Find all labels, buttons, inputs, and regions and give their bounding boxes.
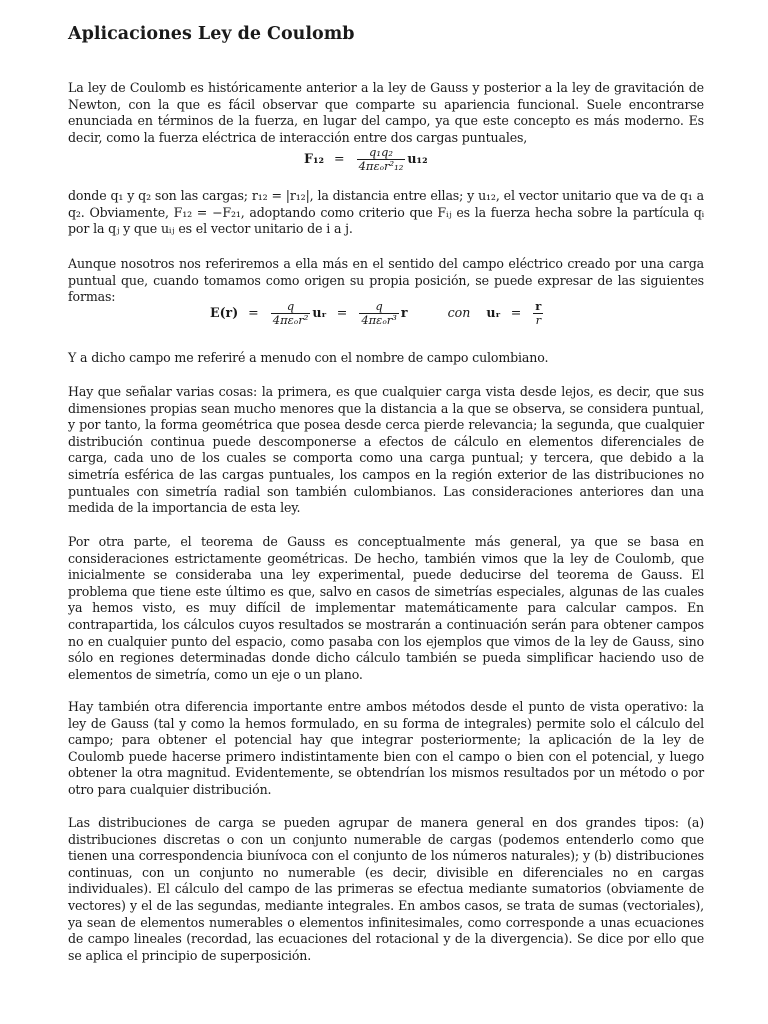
eq2-rhs: r <box>400 305 408 320</box>
eq1-denominator: 4πεₒr²₁₂ <box>358 159 404 173</box>
eq1-lhs: F₁₂ <box>304 151 324 166</box>
eq2-fraction-2 <box>359 300 399 327</box>
eq2-numerator-2: q <box>375 299 383 313</box>
eq2-equals-2: = <box>336 305 348 320</box>
eq1-rhs: u₁₂ <box>407 151 428 166</box>
eq2-lhs: E(r) <box>210 305 239 320</box>
paragraph-1: La ley de Coulomb es históricamente anterior a la ley de Gauss y posterior a la ley de gravitación de Newton, con la que es fácil observar que comparte su apariencia funcional. Suele encontrarse enunciada en términos de la fuerza, en lugar del campo, ya que este concepto es más moderno. Es decir, como la fuerza eléctrica de interacción entre dos cargas puntuales, <box>68 80 704 145</box>
eq2-con: con <box>447 305 471 320</box>
equation-force <box>304 146 428 173</box>
eq2-equals-1: = <box>248 305 259 320</box>
eq2-denominator-2: 4πεₒr³ <box>361 313 397 327</box>
eq1-numerator: q₁q₂ <box>369 145 393 159</box>
page-title: Aplicaciones Ley de Coulomb <box>68 24 355 44</box>
eq2-numerator-3: r <box>535 299 542 313</box>
eq2-denominator-3: r <box>533 313 543 327</box>
eq2-denominator-1: 4πεₒr² <box>272 313 309 327</box>
paragraph-5: Hay que señalar varias cosas: la primera, es que cualquier carga vista desde lejos, es decir, que sus dimensiones propias sean mucho menores que la distancia a la que se observa, se considera puntual, y por tanto, la forma geométrica que posea desde cerca pierde relevancia; la segunda, que cualquier distribución continua puede descomponerse a efectos de cálculo en elementos diferenciales de carga, cada uno de los cuales se comporta como una carga puntual; y tercera, que debido a la simetría esférica de las cargas puntuales, los campos en la región exterior de las distribuciones no puntuales con simetría radial son también culombianos. Las consideraciones anteriores dan una medida de la importancia de esta ley. <box>68 384 704 516</box>
equation-field <box>210 300 545 327</box>
paragraph-6: Por otra parte, el teorema de Gauss es conceptualmente más general, ya que se basa en consideraciones estrictamente geométricas. De hecho, también vimos que la ley de Coulomb, que inicialmente se consideraba una ley experimental, puede deducirse del teorema de Gauss. El problema que tiene este último es que, salvo en casos de simetrías especiales, algunas de las cuales ya hemos visto, es muy difícil de implementar matemáticamente para calcular campos. En contrapartida, los cálculos cuyos resultados se mostrarán a continuación serán para obtener campos no en cualquier punto del espacio, como pasaba con los ejemplos que vimos de la ley de Gauss, sino sólo en regiones determinadas donde dicho cálculo también se pueda simplificar haciendo uso de elementos de simetría, como un eje o un plano. <box>68 534 704 682</box>
eq1-equals: = <box>334 151 345 166</box>
paragraph-3: Aunque nosotros nos referiremos a ella más en el sentido del campo eléctrico creado por una carga puntual que, cuando tomamos como origen su propia posición, se puede expresar de las siguientes formas: <box>68 256 704 305</box>
paragraph-7: Hay también otra diferencia importante entre ambos métodos desde el punto de vista operativo: la ley de Gauss (tal y como la hemos formulado, en su forma de integrales) permite solo el cálculo del campo; para obtener el potencial hay que integrar posteriormente; la aplicación de la ley de Coulomb puede hacerse primero indistintamente bien con el campo o bien con el potencial, y luego obtener la otra magnitud. Evidentemente, se obtendrían los mismos resultados por un método o por otro para cualquier distribución. <box>68 699 704 797</box>
paragraph-2: donde q₁ y q₂ son las cargas; r₁₂ = |r₁₂|, la distancia entre ellas; y u₁₂, el vector unitario que va de q₁ a q₂. Obviamente, F₁₂ = −F₂₁, adoptando como criterio que Fᵢⱼ es la fuerza hecha sobre la partícula qᵢ por la qⱼ y que uᵢⱼ es el vector unitario de i a j. <box>68 188 704 237</box>
eq2-unit-vector: uᵣ <box>312 305 327 320</box>
eq2-ur: uᵣ <box>486 305 501 320</box>
eq2-numerator-1: q <box>286 299 295 313</box>
eq2-fraction-3 <box>533 300 543 327</box>
paragraph-4: Y a dicho campo me referiré a menudo con el nombre de campo culombiano. <box>68 350 549 365</box>
paragraph-8: Las distribuciones de carga se pueden agrupar de manera general en dos grandes tipos: (a) distribuciones discretas o con un conjunto numerable de cargas (podemos entenderlo como que tienen una correspondencia biunívoca con el conjunto de los números naturales); y (b) distribuciones continuas, con un conjunto no numerable (es decir, divisible en diferenciales no en cargas individuales). El cálculo del campo de las primeras se efectua mediante sumatorios (obviamente de vectores) y el de las segundas, mediante integrales. En ambos casos, se trata de sumas (vectoriales), ya sean de elementos numerables o elementos infinitesimales, como corresponde a unas ecuaciones de campo lineales (recordad, las ecuaciones del rotacional y de la divergencia). Se dice por ello que se aplica el principio de superposición. <box>68 815 704 963</box>
eq1-fraction <box>357 146 406 173</box>
eq2-equals-3: = <box>510 305 522 320</box>
eq2-fraction-1 <box>271 300 311 327</box>
